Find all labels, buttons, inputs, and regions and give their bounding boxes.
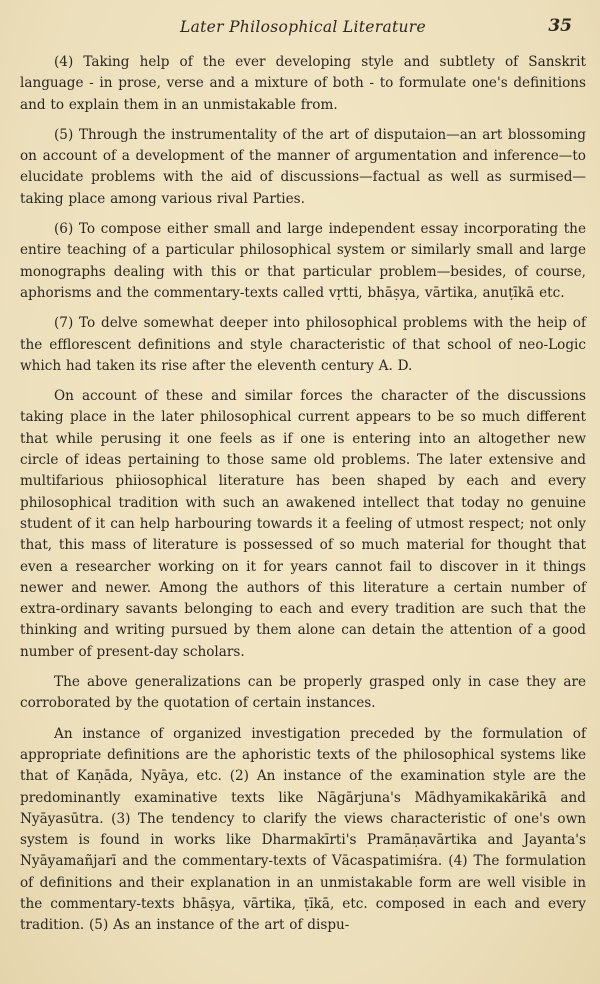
paragraph-point-5: (5) Through the instrumentality of the art of disputaion—an art blossoming on account of a development of the manner of argumentation and inference—to elucidate problems with the aid of discussions—factual as well as surmised—taking place among various rival Parties. [20, 126, 586, 207]
paragraph-discussion: On account of these and similar forces the character of the discussions taking place in the later philosophical current appears to be so much different that while perusing it one feels as if one is entering into an altogether new circle of ideas pertaining to those same old problems. The later extensive and multifarious phiiosophical literature has been shaped by each and every philosophical tradition with such an awakened intellect that today no genuine student of it can help harbouring towards it a feeling of utmost respect; not only that, this mass of literature is possessed of so much material for thought that even a researcher working on it for years cannot fail to discover in it things newer and newer. Among the authors of this literature a certain number of extra-ordinary savants belonging to each and every tradition are such that the thinking and writing pursued by them alone can detain the attention of a good number of present-day scholars. [20, 388, 586, 660]
paragraph-point-6: (6) To compose either small and large independent essay incorporating the entire teaching of a particular philosophical system or similarly small and large monographs dealing with this or that particular problem—besides, of course, aphorisms and the commentary-texts called vṛtti, bhāṣya, vārtika, anuṭīkā etc. [20, 221, 586, 301]
paragraph-point-7: (7) To delve somewhat deeper into philosophical problems with the heip of the efflorescent definitions and style characteristic of that school of neo-Logic which had taken its rise after the eleventh century A. D. [20, 315, 586, 374]
paragraph-point-4: (4) Taking help of the ever developing style and subtlety of Sanskrit language - in prose, verse and a mixture of both - to formulate one's definitions and to explain them in an unmistakable from. [20, 54, 586, 113]
page-header [20, 10, 586, 38]
body-text [20, 52, 586, 937]
paragraph-generalizations: The above generalizations can be properly grasped only in case they are corroborated by the quotation of certain instances. [20, 674, 586, 712]
running-head: Later Philosophical Literature [180, 18, 426, 36]
page-number: 35 [548, 16, 572, 36]
paragraph-instances: An instance of organized investigation preceded by the formulation of appropriate definitions are the aphoristic texts of the philosophical systems like that of Kaṇāda, Nyāya, etc. (2) An instance of the examination style are the predominantly examinative texts like Nāgārjuna's Mādhyamikakārikā and Nyāyasūtra. (3) The tendency to clarify the views characteristic of one's own system is found in works like Dharmakīrti's Pramāṇavārtika and Jayanta's Nyāyamañjarī and the commentary-texts of Vācaspatimiśra. (4) The formulation of definitions and their explanation in an unmistakable form are well visible in the commentary-texts bhāṣya, vārtika, ṭīkā, etc. composed in each and every tradition. (5) As an instance of the art of dispu- [20, 725, 586, 934]
